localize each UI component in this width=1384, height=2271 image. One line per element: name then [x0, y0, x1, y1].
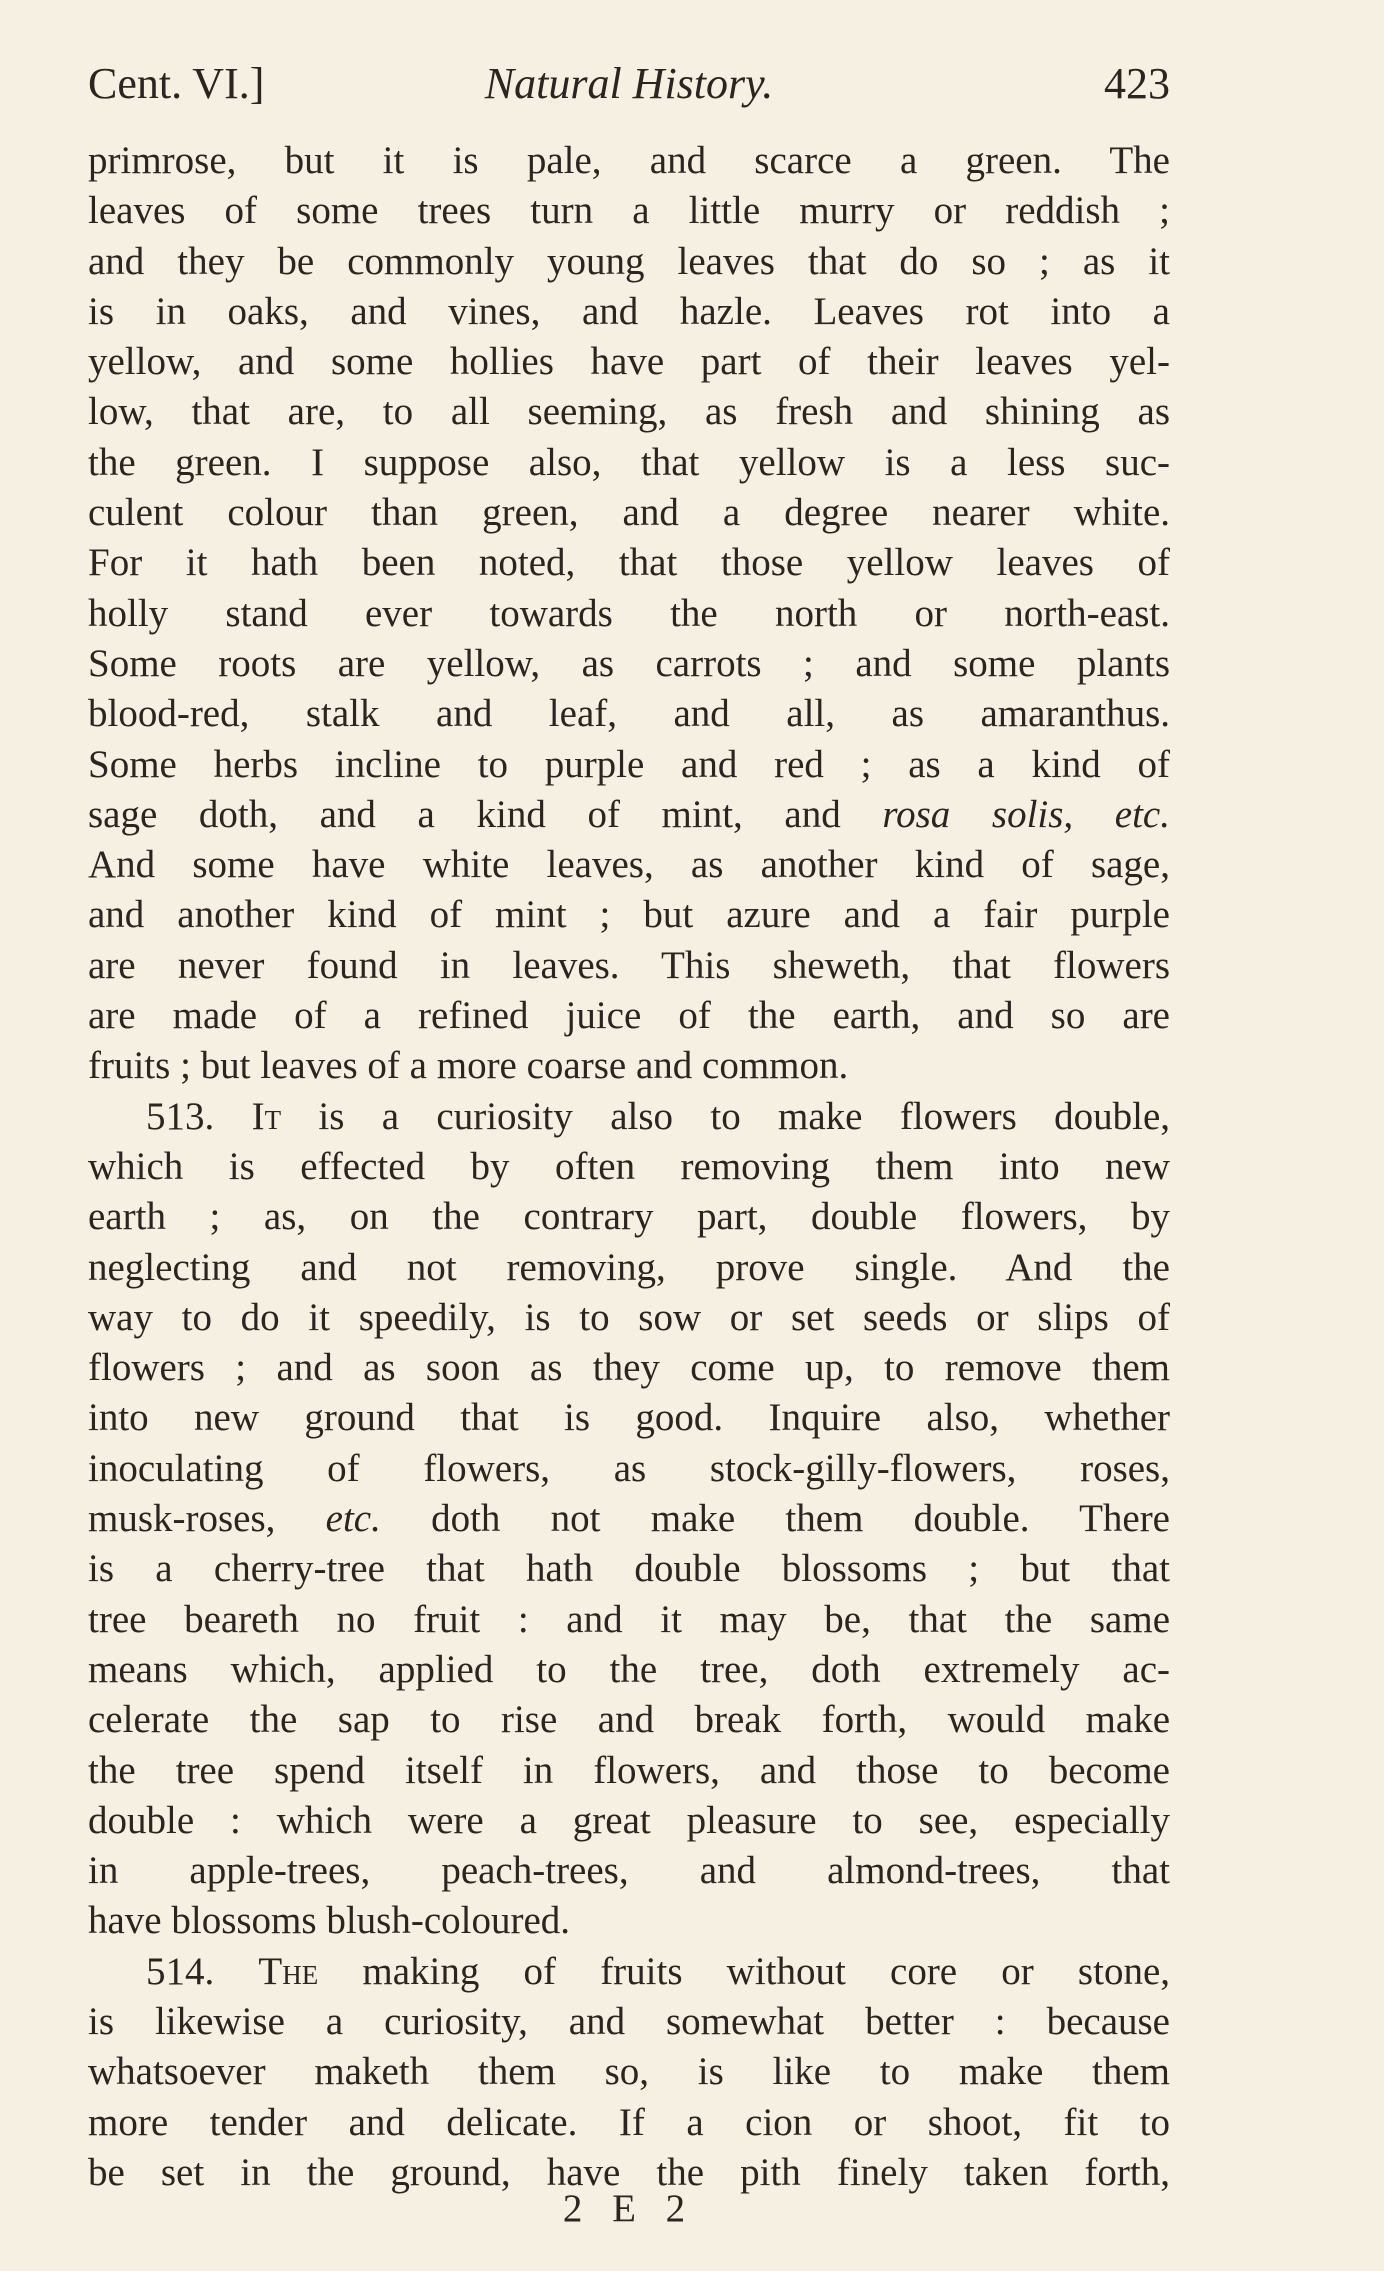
- text-segment: yellow, and some hollies have part of their leaves yel-: [88, 340, 1170, 384]
- text-line: [88, 1544, 1170, 1594]
- text-line: [88, 991, 1170, 1041]
- text-segment: neglecting and not removing, prove single. And the: [88, 1245, 1170, 1289]
- text-segment: 514.: [146, 1949, 259, 1993]
- text-segment: musk-roses,: [88, 1497, 326, 1541]
- header-title: Natural History.: [484, 59, 774, 108]
- paragraph-lead-word: The: [258, 1949, 319, 1993]
- text-segment: sage doth, and a kind of mint, and: [88, 792, 883, 836]
- text-segment: For it hath been noted, that those yellow leaves of: [88, 541, 1170, 585]
- text-line: [88, 1092, 1170, 1142]
- text-line: [88, 1746, 1170, 1796]
- paragraph-lead-word: It: [251, 1094, 282, 1138]
- text-segment: leaves of some trees turn a little murry or reddish ;: [88, 189, 1170, 233]
- text-line: [88, 840, 1170, 890]
- text-segment: and they be commonly young leaves that do so ; as it: [88, 239, 1170, 283]
- text-segment: are made of a refined juice of the earth, and so are: [88, 994, 1170, 1038]
- text-line: [88, 186, 1170, 236]
- signature-mark: 2 E 2: [562, 2187, 696, 2230]
- text-segment: way to do it speedily, is to sow or set seeds or slips of: [88, 1295, 1170, 1339]
- text-line: [88, 1192, 1170, 1242]
- text-segment: low, that are, to all seeming, as fresh and shining as: [88, 390, 1170, 434]
- text-segment: into new ground that is good. Inquire also, whether: [88, 1396, 1170, 1440]
- text-segment: the tree spend itself in flowers, and those to become: [88, 1748, 1170, 1792]
- text-segment: And some have white leaves, as another kind of sage,: [88, 843, 1170, 887]
- text-segment: doth not make them double. There: [380, 1497, 1170, 1541]
- text-segment: flowers ; and as soon as they come up, to remove them: [88, 1346, 1170, 1390]
- text-line: [88, 1041, 1170, 1091]
- text-segment: means which, applied to the tree, doth extremely ac-: [88, 1647, 1170, 1691]
- text-line: [88, 237, 1170, 287]
- text-line: [88, 790, 1170, 840]
- text-line: [88, 639, 1170, 689]
- text-segment: earth ; as, on the contrary part, double flowers, by: [88, 1195, 1170, 1239]
- text-segment: whatsoever maketh them so, is like to make them: [88, 2050, 1170, 2094]
- text-segment: the green. I suppose also, that yellow is a less suc-: [88, 440, 1170, 484]
- text-segment: more tender and delicate. If a cion or shoot, fit to: [88, 2100, 1170, 2144]
- text-segment: is a curiosity also to make flowers double,: [281, 1094, 1170, 1138]
- running-header: [88, 58, 1170, 118]
- page-number: 423: [1104, 59, 1170, 108]
- text-segment: tree beareth no fruit : and it may be, that the same: [88, 1597, 1170, 1641]
- text-line: [88, 1343, 1170, 1393]
- text-line: [88, 538, 1170, 588]
- text-segment: are never found in leaves. This sheweth, that flowers: [88, 943, 1170, 987]
- text-line: [88, 1896, 1170, 1946]
- text-line: [88, 438, 1170, 488]
- text-segment: making of fruits without core or stone,: [318, 1949, 1170, 1993]
- text-line: [88, 1695, 1170, 1745]
- text-segment: in apple-trees, peach-trees, and almond-trees, that: [88, 1849, 1170, 1893]
- text-segment: which is effected by often removing them into new: [88, 1144, 1170, 1188]
- text-line: [88, 1293, 1170, 1343]
- text-segment: is likewise a curiosity, and somewhat better : because: [88, 1999, 1170, 2043]
- text-segment: be set in the ground, have the pith finely taken forth,: [88, 2150, 1170, 2194]
- text-line: [88, 387, 1170, 437]
- italic-text: etc.: [325, 1497, 381, 1541]
- text-segment: culent colour than green, and a degree nearer white.: [88, 491, 1170, 535]
- text-line: [88, 337, 1170, 387]
- text-segment: fruits ; but leaves of a more coarse and common.: [88, 1044, 849, 1088]
- text-line: [88, 890, 1170, 940]
- text-segment: primrose, but it is pale, and scarce a green. The: [88, 139, 1170, 182]
- text-segment: is a cherry-tree that hath double blossoms ; but that: [88, 1547, 1170, 1591]
- body-text: [88, 136, 1170, 2198]
- text-segment: 513.: [146, 1094, 252, 1138]
- text-segment: holly stand ever towards the north or north-east.: [88, 591, 1170, 635]
- text-line: [88, 1393, 1170, 1443]
- text-segment: Some roots are yellow, as carrots ; and some plants: [88, 641, 1170, 685]
- text-line: [88, 1142, 1170, 1192]
- text-segment: celerate the sap to rise and break forth, would make: [88, 1698, 1170, 1742]
- italic-text: rosa solis, etc.: [882, 792, 1170, 836]
- text-line: [88, 2047, 1170, 2097]
- text-line: [88, 1846, 1170, 1896]
- text-segment: have blossoms blush-coloured.: [88, 1899, 571, 1943]
- text-line: [88, 740, 1170, 790]
- text-line: [88, 488, 1170, 538]
- text-line: [88, 589, 1170, 639]
- text-line: [88, 1645, 1170, 1695]
- text-line: [88, 2098, 1170, 2148]
- text-line: [88, 689, 1170, 739]
- text-segment: inoculating of flowers, as stock-gilly-flowers, roses,: [88, 1446, 1170, 1490]
- text-segment: Some herbs incline to purple and red ; as a kind of: [88, 742, 1170, 786]
- text-line: [88, 1243, 1170, 1293]
- text-line: [88, 1947, 1170, 1997]
- text-segment: and another kind of mint ; but azure and a fair purple: [88, 893, 1170, 937]
- text-line: [88, 1494, 1170, 1544]
- text-line: [88, 1796, 1170, 1846]
- text-line: [88, 1595, 1170, 1645]
- text-line: [88, 287, 1170, 337]
- text-segment: is in oaks, and vines, and hazle. Leaves rot into a: [88, 289, 1170, 333]
- header-section: Cent. VI.]: [88, 59, 265, 108]
- text-line: [88, 136, 1170, 186]
- text-segment: blood-red, stalk and leaf, and all, as amaranthus.: [88, 692, 1170, 736]
- text-segment: double : which were a great pleasure to see, especially: [88, 1798, 1170, 1842]
- text-line: [88, 1997, 1170, 2047]
- text-line: [88, 941, 1170, 991]
- text-line: [88, 1444, 1170, 1494]
